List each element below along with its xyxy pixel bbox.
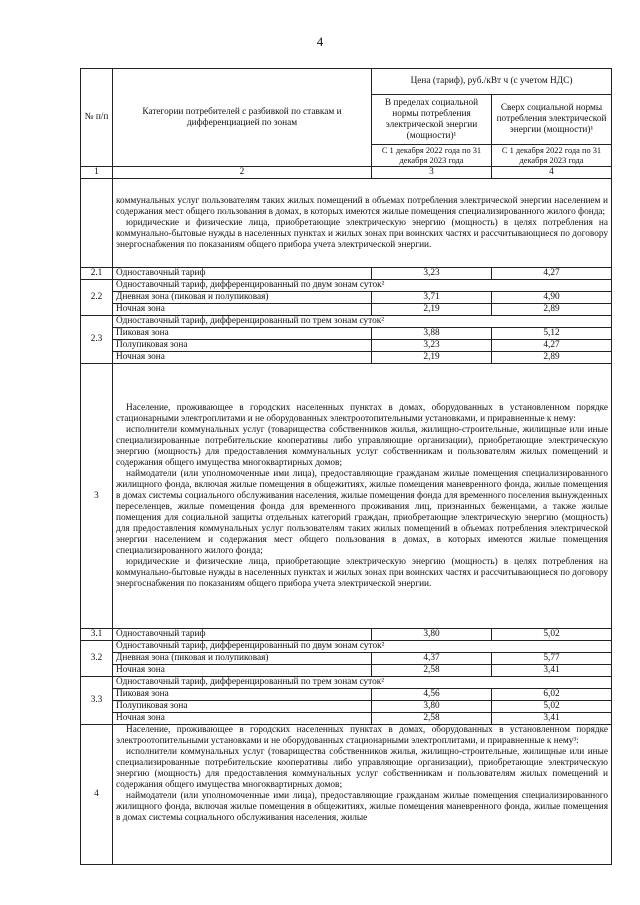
price-over: 5,02: [492, 701, 612, 713]
index-1: 1: [81, 167, 113, 179]
zone-label: Ночная зона: [113, 352, 372, 364]
block-3-para-1: Население, проживающее в городских населенных пунктах в домах, оборудованных в установленном порядке стационарными электроплитами и не оборудованных электроотопительными установками, и приравненные к нему:: [116, 402, 609, 424]
zone-label: Ночная зона: [113, 713, 372, 725]
tariff-table: [80, 68, 612, 865]
price-within: 3,80: [372, 629, 492, 641]
block-3-para-2: исполнители коммунальных услуг (товарищества собственников жилья, жилищно-строительные, жилищные или иные специализированные потребительские кооперативы либо управляющие организации), приобретающие электрическую энергию (мощность) для предоставления коммунальных услуг собственникам и пользователям жилых помещений и содержания общего имущества многоквартирных домов;: [116, 424, 609, 468]
price-within: 4,37: [372, 653, 492, 665]
price-over: 2,89: [492, 304, 612, 316]
row-num: 3.3: [81, 677, 113, 725]
price-within: 2,19: [372, 352, 492, 364]
block-4-text: [113, 725, 612, 865]
header-num: № п/п: [81, 69, 113, 167]
zone-label: Полупиковая зона: [113, 701, 372, 713]
header-period-within: С 1 декабря 2022 года по 31 декабря 2023 года: [372, 145, 492, 167]
block-3-para-3: наймодатели (или уполномоченные ими лица), предоставляющие гражданам жилые помещения специализированного жилищного фонда, включая жилые помещения в общежитиях, жилые помещения маневренного фонда, жилые помещения в домах системы социального обслуживания населения, жилые помещения фонда для временного поселения вынужденных переселенцев, жилые помещения фонда для временного проживания лиц, признанных беженцами, а также жилые помещения для социальной защиты отдельных категорий граждан, приобретающие электрическую энергию (мощность) для предоставления коммунальных услуг пользователям таких жилых помещений в объемах потребления электрической энергии населением и содержания мест общего пользования в домах, в которых имеются жилые помещения специализированного жилого фонда;: [116, 468, 609, 556]
zone-label: Дневная зона (пиковая и полупиковая): [113, 292, 372, 304]
row-num: 3.1: [81, 629, 113, 641]
price-over: 5,02: [492, 629, 612, 641]
index-2: 2: [113, 167, 372, 179]
row-num: 4: [81, 725, 113, 865]
row-title: Одноставочный тариф, дифференцированный по трем зонам суток²: [113, 316, 612, 328]
header-period-over: С 1 декабря 2022 года по 31 декабря 2023 года: [492, 145, 612, 167]
header-price: Цена (тариф), руб./кВт ч (с учетом НДС): [372, 69, 612, 95]
row-num: 2.2: [81, 280, 113, 316]
price-within: 2,19: [372, 304, 492, 316]
header-category: Категории потребителей с разбивкой по ставкам и дифференциацией по зонам: [113, 69, 372, 167]
block-4-para-3: наймодатели (или уполномоченные ими лица), предоставляющие гражданам жилые помещения специализированного жилищного фонда, включая жилые помещения в общежитиях, жилые помещения маневренного фонда, жилые помещения в домах системы социального обслуживания населения, жилые: [116, 791, 609, 823]
price-within: 2,58: [372, 665, 492, 677]
zone-label: Дневная зона (пиковая и полупиковая): [113, 653, 372, 665]
price-within: 3,88: [372, 328, 492, 340]
block-top-para-1: коммунальных услуг пользователям таких жилых помещений в объемах потребления электрической энергии населением и содержания мест общего пользования в домах, в которых имеются жилые помещения специализированного жилого фонда;: [116, 195, 609, 217]
price-over: 2,89: [492, 352, 612, 364]
price-over: 3,41: [492, 713, 612, 725]
price-within: 3,23: [372, 340, 492, 352]
zone-label: Пиковая зона: [113, 689, 372, 701]
price-over: 5,12: [492, 328, 612, 340]
price-over: 4,27: [492, 340, 612, 352]
block-4-para-1: Население, проживающее в городских населенных пунктах в домах, оборудованных в установленном порядке электроотопительными установками и не оборудованных стационарными электроплитами, и приравненные к нему³:: [116, 725, 609, 746]
price-over: 6,02: [492, 689, 612, 701]
page-number: 4: [316, 34, 324, 49]
row-num: 3.2: [81, 641, 113, 677]
row-num: 2.3: [81, 316, 113, 364]
block-4-para-2: исполнители коммунальных услуг (товарищества собственников жилья, жилищно-строительные, жилищные или иные специализированные потребительские кооперативы либо управляющие организации), приобретающие электрическую энергию (мощность) для предоставления коммунальных услуг собственникам и пользователям жилых помещений и содержания общего имущества многоквартирных домов;: [116, 747, 609, 790]
row-num: 2.1: [81, 268, 113, 280]
row-title: Одноставочный тариф, дифференцированный по двум зонам суток²: [113, 641, 612, 653]
price-within: 2,58: [372, 713, 492, 725]
block-3-text: [113, 364, 612, 629]
zone-label: Полупиковая зона: [113, 340, 372, 352]
block-3-para-4: юридические и физические лица, приобретающие электрическую энергию (мощность) в целях потребления на коммунально-бытовые нужды в населенных пунктах и жилых зонах при воинских частях и рассчитывающиеся по договору энергоснабжения по показаниям общего прибора учета электрической энергии.: [116, 556, 609, 589]
block-top-para-2: юридические и физические лица, приобретающие электрическую энергию (мощность) в целях потребления на коммунально-бытовые нужды в населенных пунктах и жилых зонах при воинских частях и рассчитывающиеся по договору энергоснабжения по показаниям общего прибора учета электрической энергии.: [116, 217, 609, 250]
row-title: Одноставочный тариф, дифференцированный по двум зонам суток²: [113, 280, 612, 292]
price-over: 3,41: [492, 665, 612, 677]
price-within: 4,56: [372, 689, 492, 701]
price-over: 5,77: [492, 653, 612, 665]
index-4: 4: [492, 167, 612, 179]
row-num: 3: [81, 364, 113, 629]
row-title: Одноставочный тариф, дифференцированный по трем зонам суток²: [113, 677, 612, 689]
zone-label: Пиковая зона: [113, 328, 372, 340]
price-within: 3,80: [372, 701, 492, 713]
header-over: Сверх социальной нормы потребления электрической энергии (мощности)¹: [492, 95, 612, 145]
continuation-num: [81, 179, 113, 268]
zone-label: Ночная зона: [113, 304, 372, 316]
index-3: 3: [372, 167, 492, 179]
block-top-text: [113, 179, 612, 268]
price-within: 3,71: [372, 292, 492, 304]
row-label: Одноставочный тариф: [113, 629, 372, 641]
price-over: 4,27: [492, 268, 612, 280]
price-over: 4,90: [492, 292, 612, 304]
header-within: В пределах социальной нормы потребления электрической энергии (мощности)¹: [372, 95, 492, 145]
row-label: Одноставочный тариф: [113, 268, 372, 280]
price-within: 3,23: [372, 268, 492, 280]
zone-label: Ночная зона: [113, 665, 372, 677]
